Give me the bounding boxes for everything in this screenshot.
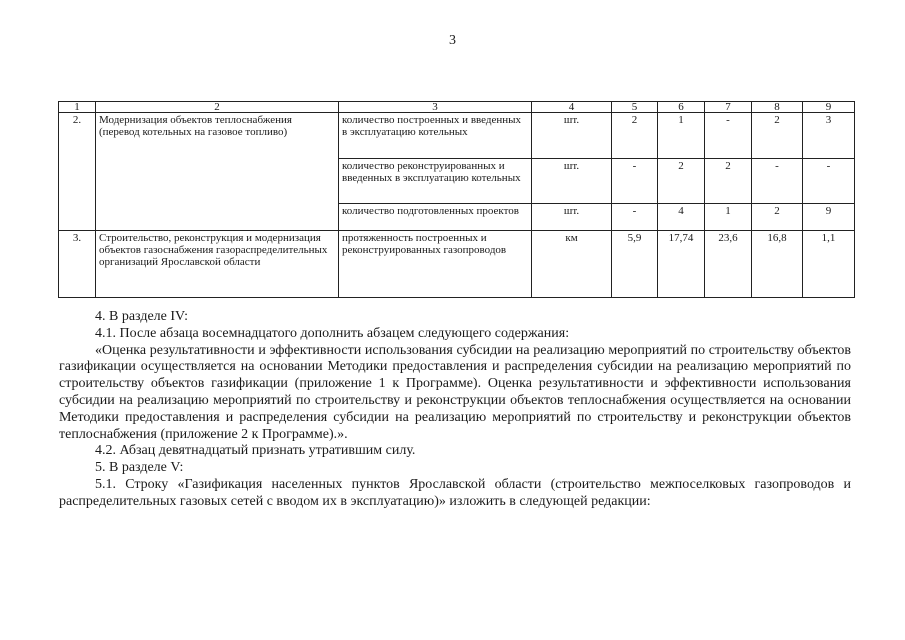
paragraph-4-2: 4.2. Абзац девятнадцатый признать утратившим силу. bbox=[95, 443, 416, 459]
indicator-label: количество подготовленных проектов bbox=[339, 204, 532, 231]
header-cell: 2 bbox=[96, 102, 339, 113]
indicator-label: количество построенных и введенных в эксплуатацию котельных bbox=[339, 113, 532, 159]
header-cell: 1 bbox=[59, 102, 96, 113]
value-cell: 4 bbox=[658, 204, 705, 231]
value-cell: 3 bbox=[803, 113, 855, 159]
value-cell: 9 bbox=[803, 204, 855, 231]
page-number: 3 bbox=[449, 33, 456, 48]
value-cell: 1,1 bbox=[803, 231, 855, 298]
section-4-heading: 4. В разделе IV: bbox=[95, 309, 188, 324]
value-cell: - bbox=[705, 113, 752, 159]
value-cell: 1 bbox=[705, 204, 752, 231]
table-row bbox=[59, 231, 855, 298]
table-header-row bbox=[59, 102, 855, 113]
value-cell: - bbox=[612, 204, 658, 231]
header-cell: 3 bbox=[339, 102, 532, 113]
value-cell: 2 bbox=[752, 204, 803, 231]
header-cell: 8 bbox=[752, 102, 803, 113]
value-cell: 2 bbox=[752, 113, 803, 159]
section-5-heading: 5. В разделе V: bbox=[95, 460, 184, 476]
value-cell: - bbox=[752, 159, 803, 204]
header-cell: 6 bbox=[658, 102, 705, 113]
value-cell: 23,6 bbox=[705, 231, 752, 298]
indicator-label: протяженность построенных и реконструированных газопроводов bbox=[339, 231, 532, 298]
value-cell: 2 bbox=[705, 159, 752, 204]
value-cell: 2 bbox=[658, 159, 705, 204]
header-cell: 9 bbox=[803, 102, 855, 113]
paragraph-5-1: 5.1. Строку «Газификация населенных пунктов Ярославской области (строительство межпоселковых газопроводов и распределительных газовых сетей с вводом их в эксплуатацию)» изложить в следующей редакции: bbox=[59, 476, 851, 509]
unit-cell: шт. bbox=[532, 204, 612, 231]
header-cell: 7 bbox=[705, 102, 752, 113]
activity-name: Строительство, реконструкция и модернизация объектов газоснабжения газораспределительных организаций Ярославской области bbox=[96, 231, 339, 298]
value-cell: 1 bbox=[658, 113, 705, 159]
row-number: 2. bbox=[59, 113, 96, 231]
unit-cell: шт. bbox=[532, 113, 612, 159]
value-cell: 16,8 bbox=[752, 231, 803, 298]
value-cell: 5,9 bbox=[612, 231, 658, 298]
header-cell: 5 bbox=[612, 102, 658, 113]
paragraph-4-1: 4.1. После абзаца восемнадцатого дополнить абзацем следующего содержания: bbox=[95, 325, 570, 341]
row-number: 3. bbox=[59, 231, 96, 298]
value-cell: 2 bbox=[612, 113, 658, 159]
table-row bbox=[59, 113, 855, 159]
indicator-label: количество реконструированных и введенных в эксплуатацию котельных bbox=[339, 159, 532, 204]
unit-cell: км bbox=[532, 231, 612, 298]
indicators-table bbox=[58, 101, 855, 298]
value-cell: - bbox=[612, 159, 658, 204]
header-cell: 4 bbox=[532, 102, 612, 113]
unit-cell: шт. bbox=[532, 159, 612, 204]
quoted-paragraph: «Оценка результативности и эффективности использования субсидии на реализацию мероприятий по строительству объектов газификации осуществляется на основании Методики предоставления и распределения субсидии на реализацию мероприятий по строительству объектов газификации (приложение 1 к Программе). Оценка результативности и эффективности использования субсидии на реализацию мероприятий по строительству и реконструкции объектов теплоснабжения осуществляется на основании Методики предоставления и распределения субсидии на реализацию мероприятий по строительству и реконструкции объектов теплоснабжения (приложение 2 к Программе).». bbox=[59, 342, 851, 442]
value-cell: - bbox=[803, 159, 855, 204]
document-body bbox=[59, 309, 851, 511]
activity-name: Модернизация объектов теплоснабжения (перевод котельных на газовое топливо) bbox=[96, 113, 339, 231]
value-cell: 17,74 bbox=[658, 231, 705, 298]
